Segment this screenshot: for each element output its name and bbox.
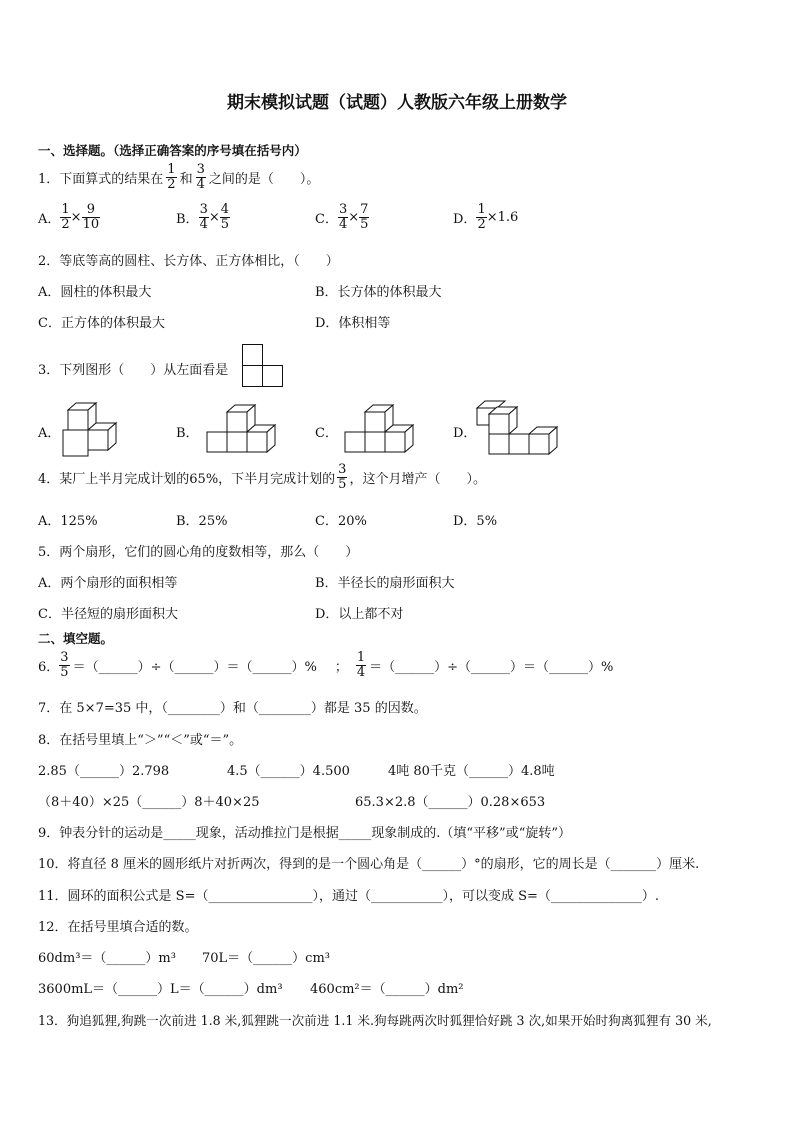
q5-option-d[interactable]: D．以上都不对	[315, 607, 404, 622]
option-label: A．	[38, 211, 61, 227]
q12-item-1[interactable]: 60dm³＝（______）m³	[38, 951, 176, 966]
q2-option-d[interactable]: D．体积相等	[315, 316, 391, 331]
section-heading-fill: 二、填空题。	[38, 631, 114, 646]
fraction: $\frac{1}{4}$	[356, 650, 366, 680]
question-12: 12．在括号里填合适的数。	[38, 920, 198, 935]
question-4	[38, 463, 486, 491]
q4-option-a[interactable]: A．125%	[38, 514, 98, 529]
q3-option-b-label[interactable]: B．	[176, 426, 199, 441]
question-7[interactable]: 7．在 5×7=35 中，（________）和（________）都是 35 的因数。	[38, 701, 427, 716]
option-label: D．	[453, 211, 477, 227]
cube-figure-c[interactable]	[343, 404, 415, 456]
question-9[interactable]: 9．钟表分针的运动是_____现象，活动推拉门是根据_____现象制成的.（填“平移”或“旋转”）	[38, 826, 571, 841]
q5-option-b[interactable]: B．半径长的扇形面积大	[315, 576, 455, 591]
fraction: $\frac{3}{4}$	[199, 202, 208, 232]
q12-item-3[interactable]: 3600mL＝（______）L＝（______）dm³	[38, 982, 283, 997]
operator: ×	[486, 209, 498, 225]
question-1	[38, 163, 319, 191]
cube-figure-b[interactable]	[205, 404, 277, 456]
page-title: 期末模拟试题（试题）人教版六年级上册数学	[227, 93, 567, 113]
question-11[interactable]: 11．圆环的面积公式是 S=（________________），通过（___________），可以变成 S=（______________）.	[38, 889, 660, 904]
question-13: 13．狗追狐狸,狗跳一次前进 1.8 米,狐狸跳一次前进 1.1 米.狗每跳两次时狐狸恰好跳 3 次,如果开始时狗离狐狸有 30 米,	[38, 1013, 712, 1028]
q1-option-c[interactable]	[315, 203, 369, 231]
fraction: $\frac{3}{4}$	[338, 202, 348, 232]
q6-blanks-2[interactable]: ＝（______）÷（______）＝（______）%	[369, 659, 614, 675]
fraction: $\frac{3}{4}$	[196, 162, 205, 192]
question-10[interactable]: 10．将直径 8 厘米的圆形纸片对折两次，得到的是一个圆心角是（______）°的扇形，它的周长是（_______）厘米.	[38, 857, 700, 872]
q4-option-b[interactable]: B．25%	[176, 514, 228, 529]
q8-item-4[interactable]: （8＋40）×25（______）8＋40×25	[38, 795, 260, 810]
fraction: $\frac{3}{5}$	[60, 650, 69, 680]
section-heading-choice: 一、选择题。（选择正确答案的序号填在括号内）	[38, 143, 307, 158]
q6-blanks-1[interactable]: ＝（______）÷（______）＝（______）%	[72, 659, 317, 675]
fraction: $\frac{1}{2}$	[167, 162, 176, 192]
q3-option-c-label[interactable]: C．	[315, 426, 338, 441]
operator: ×	[348, 209, 360, 225]
q1-text-pre: 1．下面算式的结果在	[38, 171, 164, 187]
option-label: B．	[176, 211, 199, 227]
q1-option-a[interactable]	[38, 203, 100, 231]
option-label: C．	[315, 211, 338, 227]
q8-item-5[interactable]: 65.3×2.8（______）0.28×653	[355, 795, 546, 810]
question-6	[38, 651, 613, 679]
q2-option-c[interactable]: C．正方体的体积最大	[38, 316, 165, 331]
q1-option-d[interactable]	[453, 203, 518, 231]
q8-item-2[interactable]: 4.5（______）4.500	[227, 764, 350, 779]
operator: ×	[208, 209, 220, 225]
q6-separator: ；	[334, 659, 348, 675]
fraction: $\frac{9}{10}$	[82, 202, 100, 232]
q12-item-2[interactable]: 70L＝（______）cm³	[202, 951, 330, 966]
question-5: 5．两个扇形，它们的圆心角的度数相等，那么（ ）	[38, 545, 359, 560]
cube-figure-a[interactable]	[60, 402, 122, 458]
option-value: 1.6	[497, 209, 519, 225]
fraction: $\frac{3}{5}$	[338, 462, 347, 492]
fraction: $\frac{1}{2}$	[61, 202, 70, 232]
q1-option-b[interactable]	[176, 203, 230, 231]
question-8: 8．在括号里填上“＞”“＜”或“＝”。	[38, 733, 243, 748]
q2-option-a[interactable]: A．圆柱的体积最大	[38, 285, 152, 300]
question-2: 2．等底等高的圆柱、长方体、正方体相比，（ ）	[38, 254, 339, 269]
q8-item-1[interactable]: 2.85（______）2.798	[38, 764, 170, 779]
fraction: $\frac{7}{5}$	[360, 202, 369, 232]
q5-option-a[interactable]: A．两个扇形的面积相等	[38, 576, 178, 591]
fraction: $\frac{1}{2}$	[477, 202, 486, 232]
q4-text-pre: 4．某厂上半月完成计划的65%，下半月完成计划的	[38, 471, 336, 487]
q4-text-post: ，这个月增产（ ）。	[349, 471, 486, 487]
q2-option-b[interactable]: B．长方体的体积最大	[315, 285, 442, 300]
q6-number: 6．	[38, 659, 60, 675]
q4-option-c[interactable]: C．20%	[315, 514, 367, 529]
fraction: $\frac{4}{5}$	[220, 202, 230, 232]
question-3: 3．下列图形（ ）从左面看是	[38, 363, 229, 378]
q4-option-d[interactable]: D．5%	[453, 514, 498, 529]
q1-text-mid: 和	[179, 171, 193, 187]
left-view-figure	[242, 344, 284, 388]
q3-option-a-label[interactable]: A．	[38, 426, 61, 441]
q8-item-3[interactable]: 4吨 80千克（______）4.8吨	[388, 764, 555, 779]
q12-item-4[interactable]: 460cm²＝（______）dm²	[310, 982, 464, 997]
q1-text-post: 之间的是（ ）。	[208, 171, 320, 187]
q3-option-d-label[interactable]: D．	[453, 426, 477, 441]
operator: ×	[70, 209, 82, 225]
cube-figure-d[interactable]	[475, 400, 567, 458]
q5-option-c[interactable]: C．半径短的扇形面积大	[38, 607, 178, 622]
